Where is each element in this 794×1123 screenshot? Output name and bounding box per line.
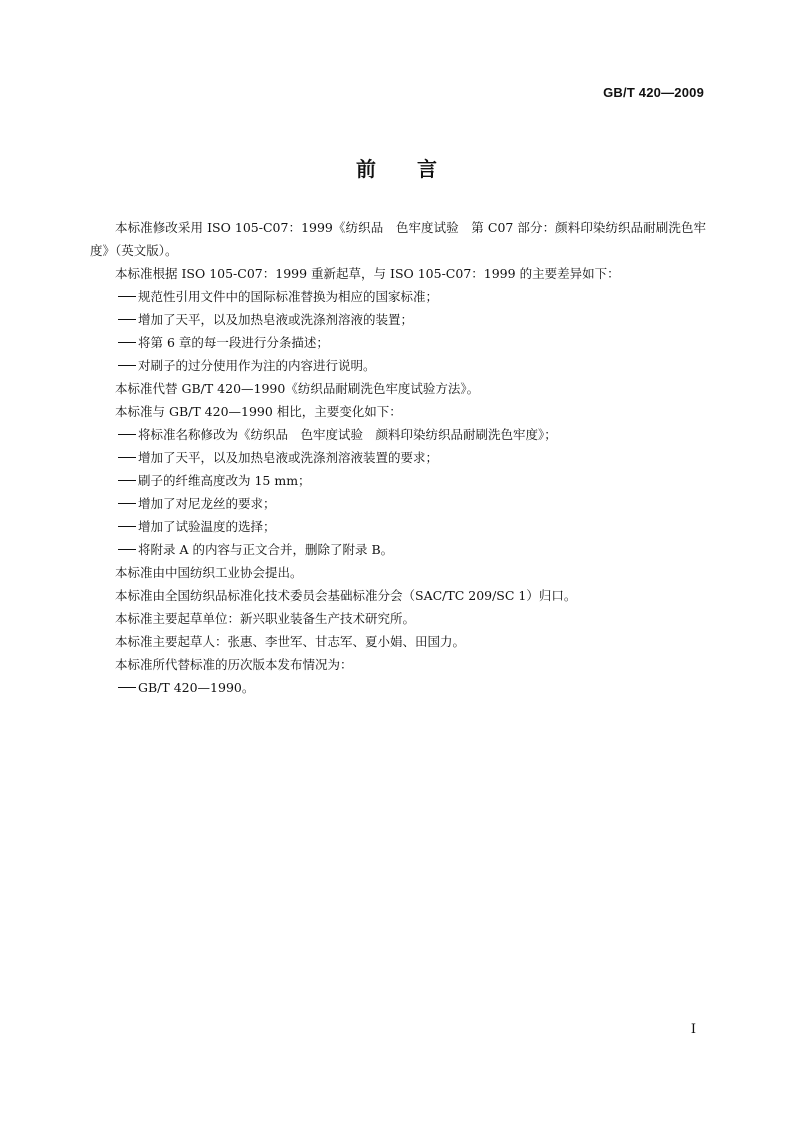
- dash-mark: [118, 296, 136, 297]
- dash-mark: [118, 549, 136, 550]
- foreword-body: [90, 216, 706, 699]
- title-char-2: 言: [417, 157, 438, 181]
- list-item: 规范性引用文件中的国际标准替换为相应的国家标准；: [90, 285, 706, 308]
- list-item: GB/T 420—1990。: [90, 676, 706, 699]
- list-item: 增加了试验温度的选择；: [90, 515, 706, 538]
- paragraph-changes-intro: 本标准与 GB/T 420—1990 相比，主要变化如下：: [115, 404, 402, 419]
- paragraph-proposer: 本标准由中国纺织工业协会提出。: [115, 565, 303, 580]
- dash-mark: [118, 457, 136, 458]
- list-item: 增加了天平，以及加热皂液或洗涤剂溶液装置的要求；: [90, 446, 706, 469]
- dash-mark: [118, 365, 136, 366]
- paragraph-drafters: 本标准主要起草人：张惠、李世军、甘志军、夏小娟、田国力。: [115, 634, 466, 649]
- dash-mark: [118, 687, 136, 688]
- dash-mark: [118, 503, 136, 504]
- dash-mark: [118, 434, 136, 435]
- list-item: 将标准名称修改为《纺织品 色牢度试验 颜料印染纺织品耐刷洗色牢度》；: [90, 423, 706, 446]
- paragraph-adoption: 本标准修改采用 ISO 105-C07：1999《纺织品 色牢度试验 第 C07 部分：颜料印染纺织品耐刷洗色牢度》（英文版）。: [90, 220, 706, 258]
- list-item: 刷子的纤维高度改为 15 mm；: [90, 469, 706, 492]
- page-number: Ⅰ: [690, 1022, 696, 1037]
- standard-code: GB/T 420—2009: [603, 85, 704, 100]
- list-item: 将附录 A 的内容与正文合并，删除了附录 B。: [90, 538, 706, 561]
- list-item: 对刷子的过分使用作为注的内容进行说明。: [90, 354, 706, 377]
- paragraph-differences-intro: 本标准根据 ISO 105-C07：1999 重新起草，与 ISO 105-C07：1999 的主要差异如下：: [115, 266, 620, 281]
- list-item: 将第 6 章的每一段进行分条描述；: [90, 331, 706, 354]
- list-item: 增加了对尼龙丝的要求；: [90, 492, 706, 515]
- paragraph-drafting-unit: 本标准主要起草单位：新兴职业装备生产技术研究所。: [115, 611, 416, 626]
- list-item: 增加了天平，以及加热皂液或洗涤剂溶液的装置；: [90, 308, 706, 331]
- paragraph-replaces: 本标准代替 GB/T 420—1990《纺织品耐刷洗色牢度试验方法》。: [115, 381, 480, 396]
- dash-mark: [118, 480, 136, 481]
- dash-mark: [118, 319, 136, 320]
- title-char-1: 前: [356, 157, 377, 181]
- paragraph-committee: 本标准由全国纺织品标准化技术委员会基础标准分会（SAC/TC 209/SC 1）归口。: [115, 588, 577, 603]
- dash-mark: [118, 526, 136, 527]
- page-title: [0, 153, 794, 182]
- paragraph-history-intro: 本标准所代替标准的历次版本发布情况为：: [115, 657, 353, 672]
- dash-mark: [118, 342, 136, 343]
